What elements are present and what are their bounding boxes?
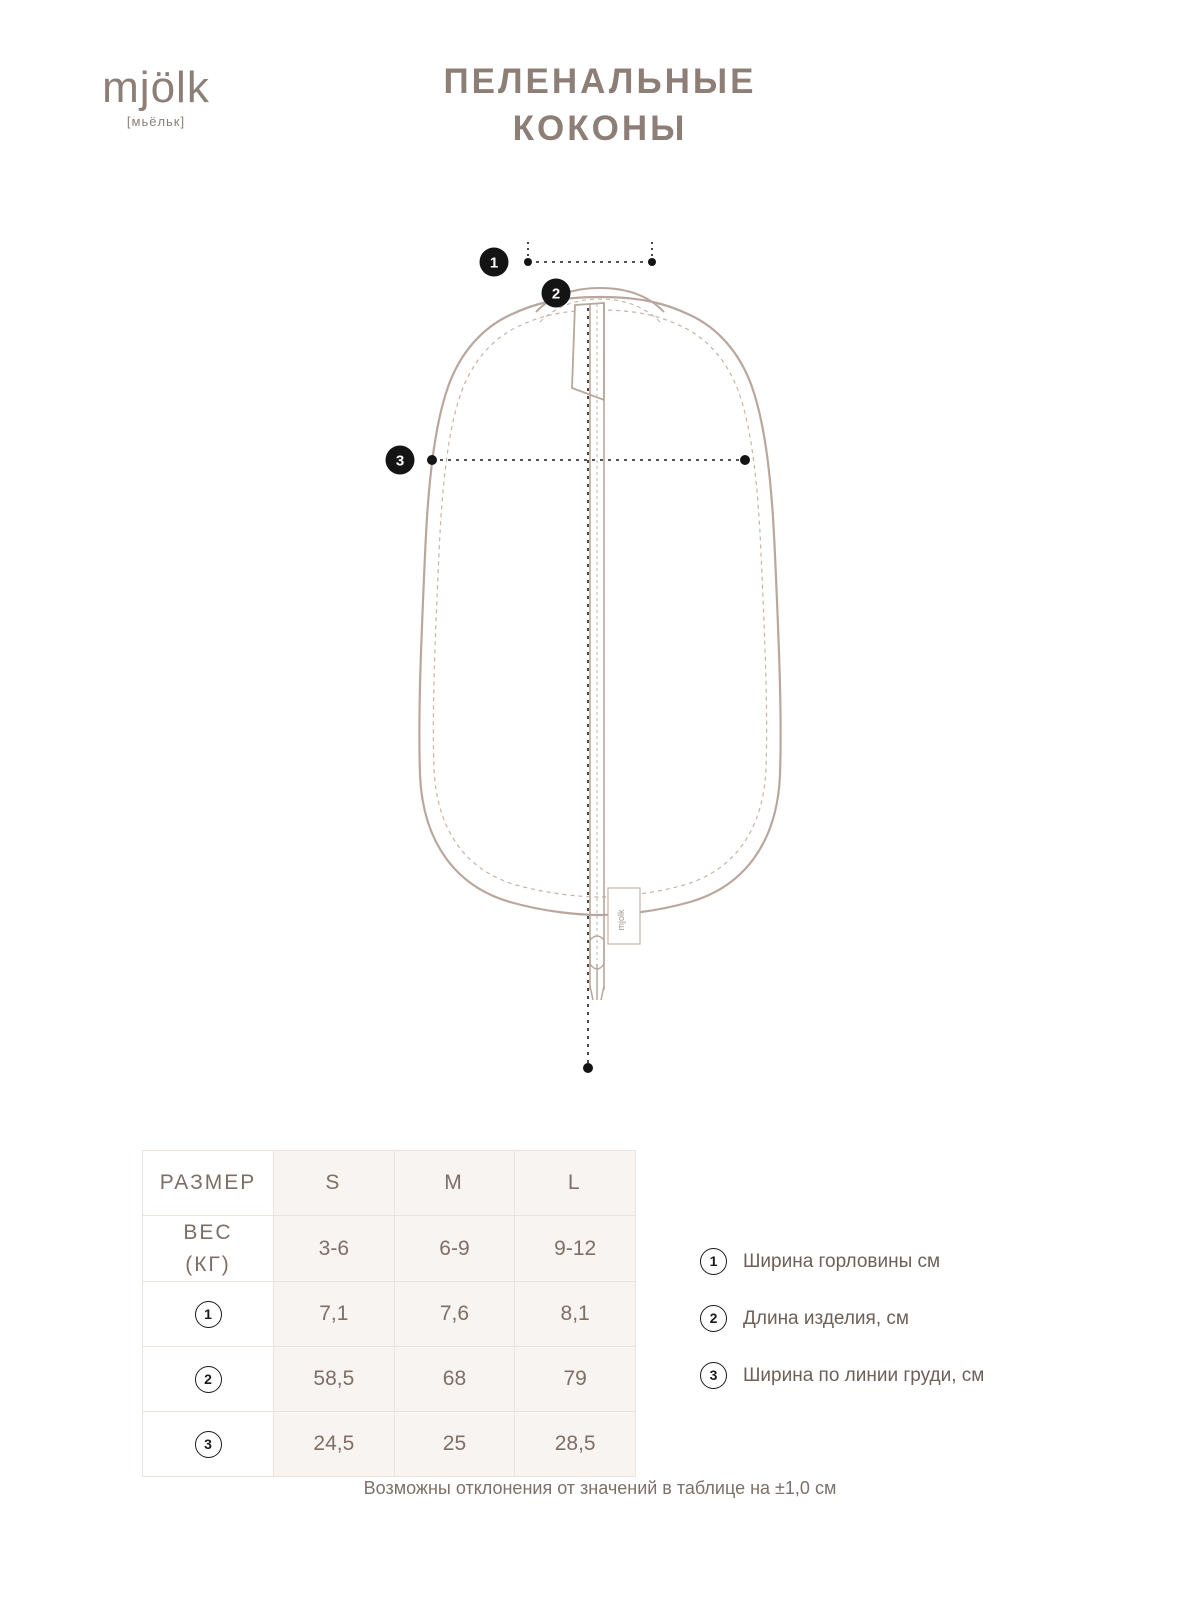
brand-transliteration: [мьёльк] [126,114,186,129]
row3-value-m: 25 [394,1412,515,1477]
table-header-row [143,1151,636,1216]
badge-2: 2 [195,1366,222,1393]
weight-label-cell [143,1216,274,1282]
weight-value-s: 3-6 [274,1216,395,1282]
row3-value-s: 24,5 [274,1412,395,1477]
legend-item [700,1248,1140,1275]
legend-text-1: Ширина горловины см [743,1250,941,1272]
table-header-size-s: S [274,1151,395,1216]
marker-1 [480,248,509,277]
badge-1: 1 [195,1301,222,1328]
brand-tag-label: mjolk [616,909,626,931]
legend-badge-3: 3 [700,1362,727,1389]
brand-tag [608,888,640,944]
table-row [143,1347,636,1412]
disclaimer-note: Возможны отклонения от значений в таблице на ±1,0 см [363,1478,837,1498]
row2-value-m: 68 [394,1347,515,1412]
page-title-line1: ПЕЛЕНАЛЬНЫЕ [443,62,757,101]
brand-logo [66,63,246,129]
legend-text-3: Ширина по линии груди, см [743,1364,985,1386]
measure-line-1 [528,240,652,262]
table-row-weight [143,1216,636,1282]
size-table-wrap [142,1150,636,1477]
measure-endpoint-1a [524,258,532,266]
legend-badge-1: 1 [700,1248,727,1275]
zipper-pull [590,936,604,1000]
weight-value-l: 9-12 [515,1216,636,1282]
legend-text-2: Длина изделия, см [743,1307,909,1329]
legend-badge-2: 2 [700,1305,727,1332]
page-title [300,58,900,153]
row1-value-m: 7,6 [394,1282,515,1347]
page-title-line2: КОКОНЫ [512,109,688,149]
weight-label-line2: (КГ) [185,1252,231,1276]
weight-label-line1: ВЕС [183,1221,233,1244]
weight-value-m: 6-9 [394,1216,515,1282]
row-marker-1 [143,1282,274,1347]
svg-text:3: 3 [395,452,405,470]
row1-value-l: 8,1 [515,1282,636,1347]
row-marker-2 [143,1347,274,1412]
row2-value-l: 79 [515,1347,636,1412]
table-row [143,1412,636,1477]
measure-endpoint-2b [583,1063,593,1073]
legend [700,1248,1140,1419]
row-marker-3 [143,1412,274,1477]
garment-diagram [0,200,1200,1100]
marker-3 [386,446,415,475]
table-header-label: РАЗМЕР [143,1151,274,1216]
badge-3: 3 [195,1431,222,1458]
brand-name: mjölk [102,63,210,112]
legend-item [700,1362,1140,1389]
table-header-size-l: L [515,1151,636,1216]
table-header-size-m: M [394,1151,515,1216]
measure-endpoint-3b [740,455,750,465]
measure-endpoint-3a [427,455,437,465]
measure-endpoint-1b [648,258,656,266]
legend-item [700,1305,1140,1332]
row3-value-l: 28,5 [515,1412,636,1477]
row1-value-s: 7,1 [274,1282,395,1347]
table-row [143,1282,636,1347]
size-table [142,1150,636,1477]
svg-text:2: 2 [551,285,561,303]
row2-value-s: 58,5 [274,1347,395,1412]
svg-text:1: 1 [489,254,499,272]
marker-2 [542,279,571,308]
